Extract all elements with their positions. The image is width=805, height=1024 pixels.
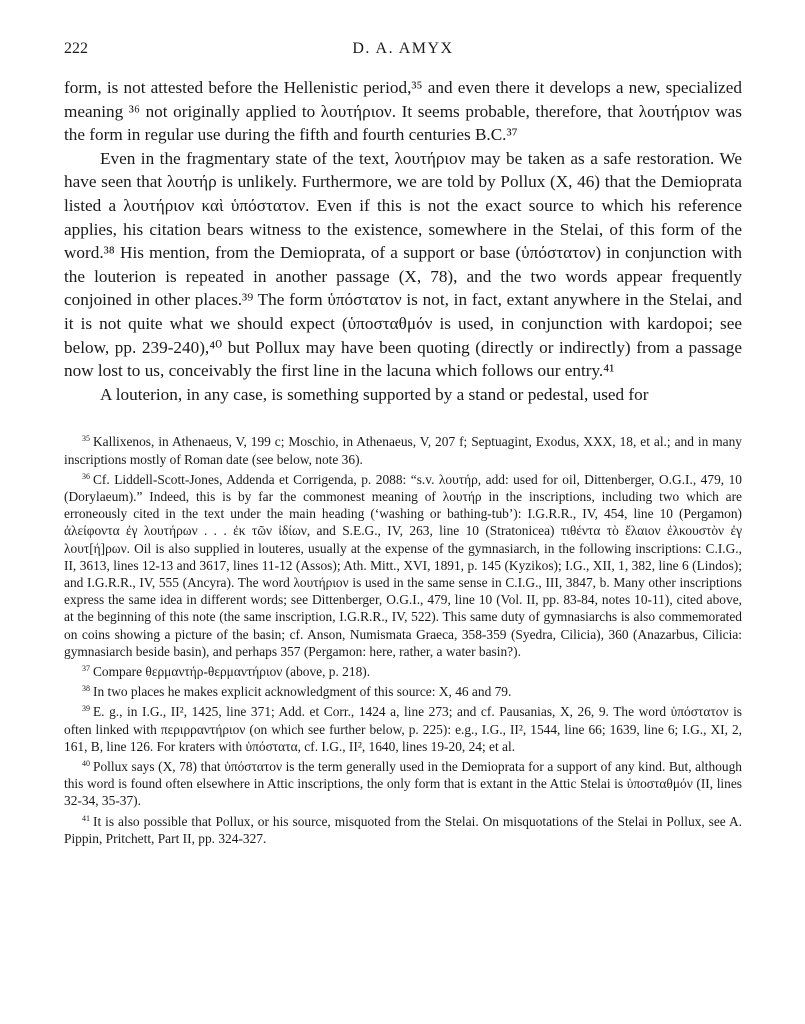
footnote-36	[64, 468, 742, 660]
body-text	[64, 76, 742, 406]
footnote-40	[64, 755, 742, 810]
journal-page	[64, 40, 742, 847]
footnote-number: 41	[82, 813, 90, 823]
running-head	[64, 40, 742, 66]
footnote-text: In two places he makes explicit acknowledgment of this source: X, 46 and 79.	[93, 684, 512, 700]
running-title: D. A. AMYX	[352, 40, 454, 57]
footnote-number: 35	[82, 434, 90, 444]
footnote-text: E. g., in I.G., II², 1425, line 371; Add. et Corr., 1424 a, line 273; and cf. Pausanias, X, 26, 9. The word ὑπόστατον is often linked with περιρραντήριον (on which see further below, p. 225): e.g., I.G., II², 1544, line 66; 1639, line 6; I.G., XI, 2, 161, B, line 126. For kraters with ὑπόστατα, cf. I.G., II², 1640, lines 19-20, 24; et al.	[64, 704, 742, 754]
footnote-38	[64, 680, 742, 700]
body-paragraph-1: form, is not attested before the Hellenistic period,³⁵ and even there it develops a new, specialized meaning ³⁶ not originally applied to λουτήριον. It seems probable, therefore, that λουτήριον was the form in regular use during the fifth and fourth centuries B.C.³⁷	[64, 78, 742, 145]
footnotes	[64, 430, 742, 847]
footnote-number: 38	[82, 684, 90, 694]
page-number: 222	[64, 40, 88, 57]
footnote-41	[64, 810, 742, 847]
footnote-37	[64, 660, 742, 680]
footnote-text: It is also possible that Pollux, or his source, misquoted from the Stelai. On misquotations of the Stelai in Pollux, see A. Pippin, Pritchett, Part II, pp. 324-327.	[64, 813, 742, 846]
footnote-number: 39	[82, 704, 90, 714]
body-paragraph-2: Even in the fragmentary state of the text, λουτήριον may be taken as a safe restoration. We have seen that λουτήρ is unlikely. Furthermore, we are told by Pollux (X, 46) that the Demioprata listed a λουτήριον καὶ ὑπόστατον. Even if this is not the exact source to which his reference applies, his citation bears witness to the existence, somewhere in the Stelai, of this form of the word.³⁸ His mention, from the Demioprata, of a support or base (ὑπόστατον) in conjunction with the louterion is repeated in another passage (X, 78), and the two words appear frequently conjoined in other places.³⁹ The form ὑπόστατον is not, in fact, extant anywhere in the Stelai, and it is not quite what we should expect (ὑποσταθμόν is used, in conjunction with kardopoi; see below, pp. 239-240),⁴⁰ but Pollux may have been quoting (directly or indirectly) from a passage now lost to us, conceivably the first line in the lacuna which follows our entry.⁴¹	[64, 148, 742, 381]
footnote-text: Cf. Liddell-Scott-Jones, Addenda et Corrigenda, p. 2088: “s.v. λουτήρ, add: used for oil, Dittenberger, O.G.I., 479, 10 (Dorylaeum).” Indeed, this is by far the commonest meaning of λουτήρ in the inscriptions, including two which are erroneously cited in the text under the main heading (‘washing or bathing-tub’): I.G.R.R., IV, 454, line 10 (Pergamon) ἀλείφοντα ἐγ λουτήρων . . . ἐκ τῶν ἰδίων, and S.E.G., IV, 263, line 10 (Stratonicea) τιθέντα τὸ ἔλαιον ἐλκουστὸν ἐγ λουτ[ή]ρων. Oil is also supplied in louteres, usually at the expense of the gymnasiarch, in the following inscriptions: C.I.G., II, 3613, lines 12-13 and 3617, lines 11-12 (Assos); Ath. Mitt., XVI, 1891, p. 145 (Kyzikos); I.G., XII, 1, 382, line 6 (Lindos); and I.G.R.R., IV, 555 (Ancyra). The word λουτήριον is used in the same sense in C.I.G., III, 3847, b. Many other inscriptions express the same idea in different words; see Dittenberger, O.G.I., 479, line 10 (Vol. II, pp. 83-84, notes 10-11), cited above, at the beginning of this note (the same inscription, I.G.R.R., IV, 522). This same duty of gymnasiarchs is also commemorated on coins showing a picture of the basin; cf. Anson, Numismata Graeca, 358-359 (Syedra, Cilicia), 360 (Anazarbus, Cilicia: gymnasiarch beside basin), and perhaps 357 (Pergamon: here, rather, a water basin?).	[64, 471, 742, 659]
footnote-39	[64, 700, 742, 755]
body-paragraph-3: A louterion, in any case, is something supported by a stand or pedestal, used for	[100, 384, 649, 404]
footnote-number: 37	[82, 663, 90, 673]
footnote-number: 36	[82, 471, 90, 481]
footnote-number: 40	[82, 758, 90, 768]
footnote-text: Pollux says (X, 78) that ὑπόστατον is the term generally used in the Demioprata for a support of any kind. But, although this word is found often elsewhere in Attic inscriptions, the only form that is extant in the Attic Stelai is ὑποσταθμόν (II, lines 32-34, 35-37).	[64, 758, 742, 809]
footnote-text: Compare θερμαντήρ-θερμαντήριον (above, p. 218).	[93, 663, 371, 679]
footnote-35	[64, 430, 742, 467]
footnote-text: Kallixenos, in Athenaeus, V, 199 c; Moschio, in Athenaeus, V, 207 f; Septuagint, Exodus, XXX, 18, et al.; and in many inscriptions mostly of Roman date (see below, note 36).	[64, 434, 742, 467]
